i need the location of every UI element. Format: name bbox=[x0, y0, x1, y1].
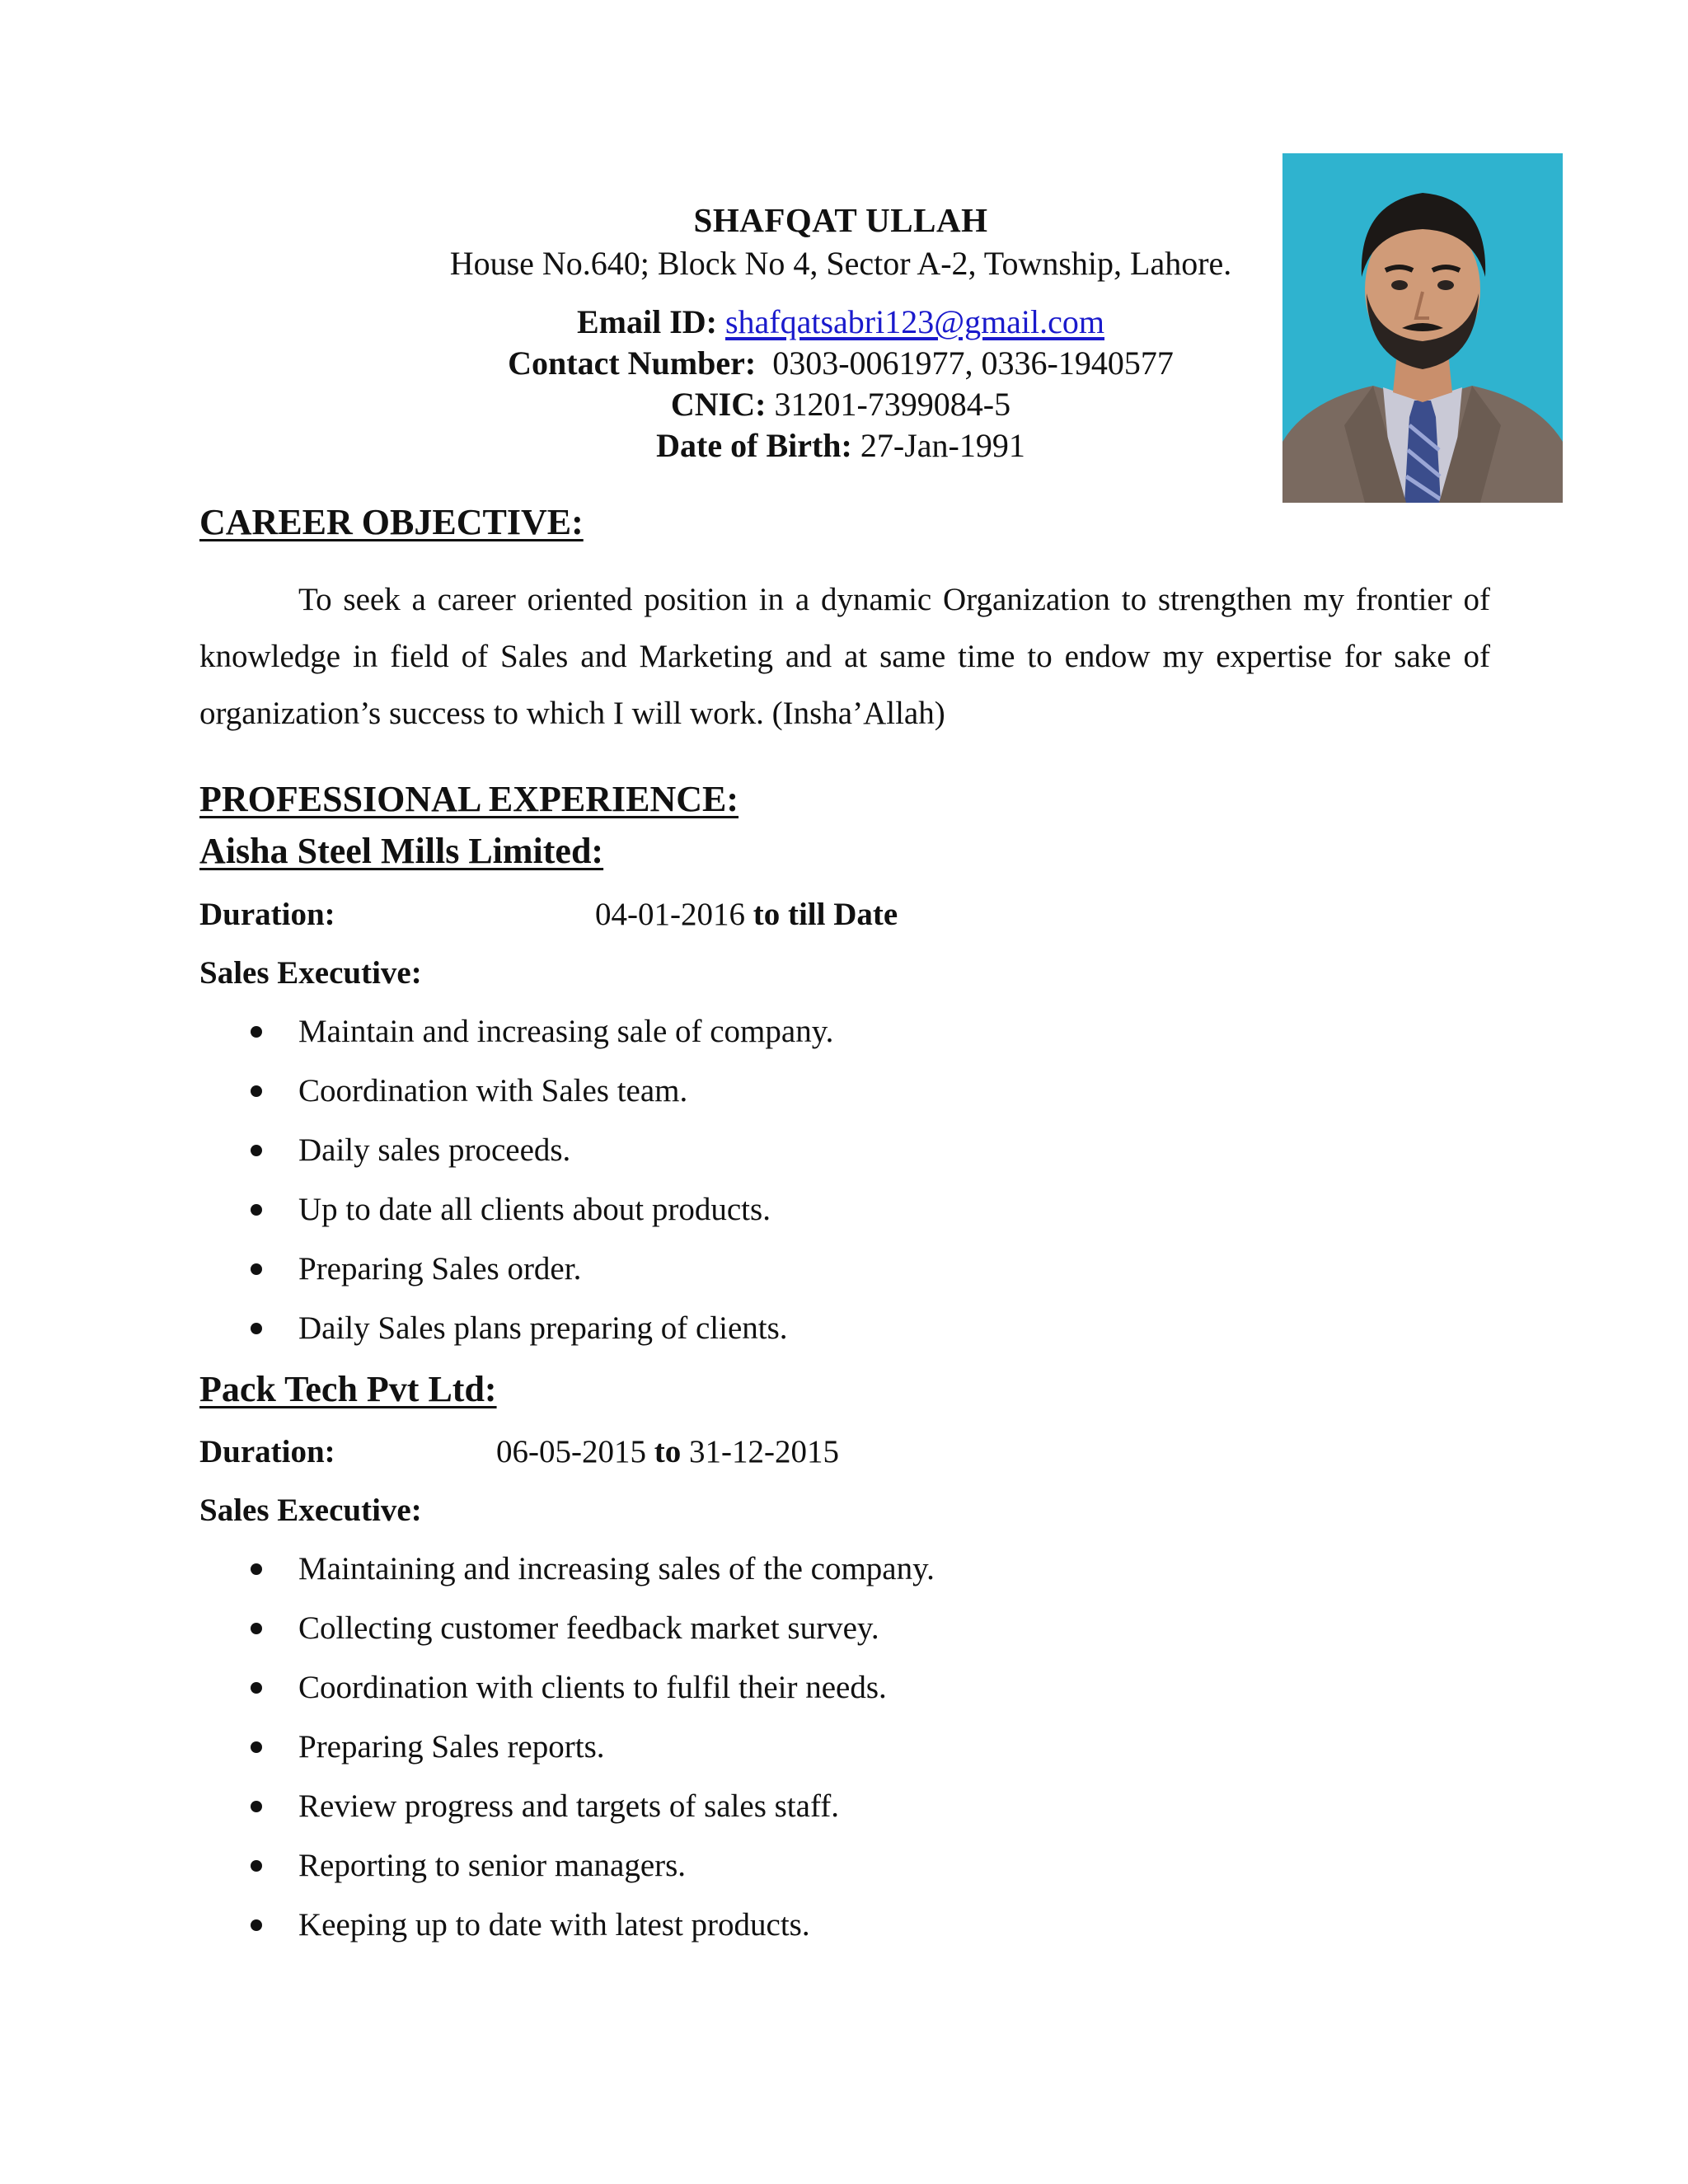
job-role bbox=[199, 1490, 422, 1531]
list-item bbox=[199, 1130, 833, 1189]
bullet-icon bbox=[251, 1145, 262, 1156]
list-item bbox=[199, 1308, 833, 1367]
role-label: Sales Executive: bbox=[199, 1493, 422, 1528]
bullet-icon bbox=[251, 1623, 262, 1634]
profile-photo bbox=[1282, 153, 1563, 503]
career-objective-heading: CAREER OBJECTIVE: bbox=[199, 502, 584, 542]
email-label: Email ID: bbox=[576, 303, 717, 340]
duration-label: Duration: bbox=[199, 1434, 335, 1469]
bullet-icon bbox=[251, 1563, 262, 1575]
contact-details bbox=[363, 302, 1319, 466]
company-name: Aisha Steel Mills Limited: bbox=[199, 831, 604, 871]
list-item bbox=[199, 1249, 833, 1308]
cnic-label: CNIC: bbox=[670, 386, 767, 423]
career-objective-text bbox=[199, 571, 1490, 742]
role-label: Sales Executive: bbox=[199, 955, 422, 991]
list-item bbox=[199, 1667, 935, 1727]
company-name: Pack Tech Pvt Ltd: bbox=[199, 1369, 497, 1409]
duty-text: Daily sales proceeds. bbox=[298, 1132, 571, 1168]
bullet-icon bbox=[251, 1026, 262, 1038]
duration-value bbox=[595, 894, 898, 935]
duration-separator: to bbox=[654, 1434, 682, 1469]
duration-start: 06-05-2015 bbox=[496, 1434, 646, 1469]
duties-list bbox=[199, 1549, 935, 1964]
job-role bbox=[199, 953, 422, 994]
list-item bbox=[199, 1845, 935, 1905]
bullet-icon bbox=[251, 1682, 262, 1694]
duration-row bbox=[199, 894, 898, 935]
duration-start: 04-01-2016 bbox=[595, 897, 745, 932]
dob-label: Date of Birth: bbox=[656, 427, 852, 464]
bullet-icon bbox=[251, 1801, 262, 1812]
bullet-icon bbox=[251, 1741, 262, 1753]
duration-label: Duration: bbox=[199, 897, 335, 932]
duty-text: Coordination with clients to fulfil their needs. bbox=[298, 1670, 887, 1705]
cnic-line bbox=[363, 384, 1319, 425]
list-item bbox=[199, 1727, 935, 1786]
duration-separator: to till Date bbox=[753, 897, 898, 932]
professional-experience-heading: PROFESSIONAL EXPERIENCE: bbox=[199, 779, 739, 819]
list-item bbox=[199, 1011, 833, 1071]
duty-text: Maintaining and increasing sales of the company. bbox=[298, 1551, 935, 1586]
list-item bbox=[199, 1549, 935, 1608]
list-item bbox=[199, 1071, 833, 1130]
bullet-icon bbox=[251, 1263, 262, 1275]
dob-value: 27-Jan-1991 bbox=[860, 427, 1025, 464]
objective-paragraph: To seek a career oriented position in a dynamic Organization to strengthen my frontier of knowledge in field of Sales and Marketing and at same time to endow my expertise for sake of organization’s success to which I will work. (Insha’Allah) bbox=[199, 582, 1490, 731]
duty-text: Keeping up to date with latest products. bbox=[298, 1907, 810, 1943]
dob-line bbox=[363, 425, 1319, 466]
contact-label: Contact Number: bbox=[508, 344, 757, 382]
contact-value: 0303-0061977, 0336-1940577 bbox=[772, 344, 1174, 382]
bullet-icon bbox=[251, 1919, 262, 1931]
list-item bbox=[199, 1189, 833, 1249]
address: House No.640; Block No 4, Sector A-2, Township, Lahore. bbox=[449, 245, 1232, 282]
duty-text: Preparing Sales order. bbox=[298, 1251, 582, 1286]
candidate-name: SHAFQAT ULLAH bbox=[693, 201, 988, 239]
email-link[interactable]: shafqatsabri123@gmail.com bbox=[724, 303, 1105, 340]
list-item bbox=[199, 1786, 935, 1845]
list-item bbox=[199, 1608, 935, 1667]
duty-text: Collecting customer feedback market survey. bbox=[298, 1610, 879, 1646]
resume-header bbox=[363, 196, 1319, 466]
duration-value bbox=[496, 1432, 839, 1473]
list-item bbox=[199, 1905, 935, 1964]
bullet-icon bbox=[251, 1085, 262, 1097]
duties-list bbox=[199, 1011, 833, 1367]
duration-row bbox=[199, 1432, 839, 1473]
duty-text: Reporting to senior managers. bbox=[298, 1848, 687, 1883]
duration-end: 31-12-2015 bbox=[688, 1434, 839, 1469]
duty-text: Preparing Sales reports. bbox=[298, 1729, 605, 1765]
email-line bbox=[363, 302, 1319, 343]
bullet-icon bbox=[251, 1323, 262, 1334]
cnic-value: 31201-7399084-5 bbox=[774, 386, 1011, 423]
bullet-icon bbox=[251, 1860, 262, 1872]
duty-text: Maintain and increasing sale of company. bbox=[298, 1014, 834, 1049]
contact-line bbox=[363, 343, 1319, 384]
duty-text: Review progress and targets of sales staff. bbox=[298, 1788, 839, 1824]
duty-text: Up to date all clients about products. bbox=[298, 1192, 771, 1227]
duty-text: Coordination with Sales team. bbox=[298, 1073, 688, 1108]
bullet-icon bbox=[251, 1204, 262, 1216]
duty-text: Daily Sales plans preparing of clients. bbox=[298, 1310, 788, 1346]
